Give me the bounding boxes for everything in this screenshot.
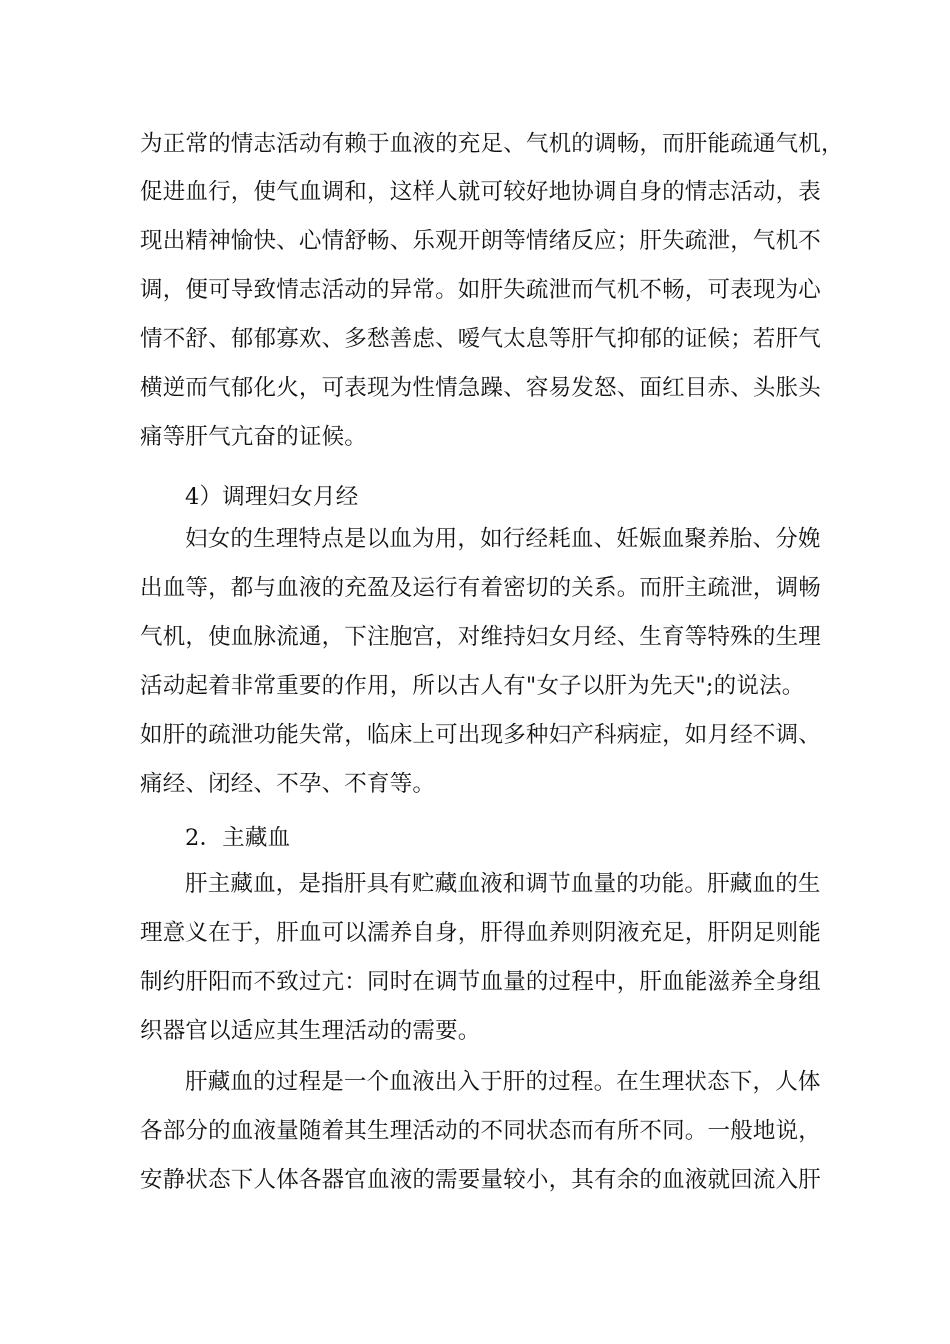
paragraph-2-line-2: 出血等，都与血液的充盈及运行有着密切的关系。而肝主疏泄，调畅 (140, 575, 822, 601)
paragraph-3-line-3: 制约肝阳而不致过亢：同时在调节血量的过程中，肝血能滋养全身组 (140, 969, 822, 995)
paragraph-2-line-6: 痛经、闭经、不孕、不育等。 (140, 771, 436, 797)
paragraph-2-line-4: 活动起着非常重要的作用，所以古人有"女子以肝为先天";的说法。 (140, 673, 805, 699)
paragraph-2-line-3: 气机，使血脉流通，下注胞宫，对维持妇女月经、生育等特殊的生理 (140, 624, 822, 650)
paragraph-3-line-1: 肝主藏血，是指肝具有贮藏血液和调节血量的功能。肝藏血的生 (185, 871, 821, 897)
paragraph-3-line-2: 理意义在于，肝血可以濡养自身，肝得血养则阴液充足，肝阴足则能 (140, 920, 822, 946)
paragraph-3-line-4: 织器官以适应其生理活动的需要。 (140, 1018, 481, 1044)
paragraph-1-line-6: 横逆而气郁化火，可表现为性情急躁、容易发怒、面红目赤、头胀头 (140, 375, 822, 401)
paragraph-1-line-1: 为正常的情志活动有赖于血液的充足、气机的调畅，而肝能疏通气机， (140, 131, 844, 157)
paragraph-4-line-1: 肝藏血的过程是一个血液出入于肝的过程。在生理状态下，人体 (185, 1069, 821, 1095)
section-heading-stores-blood: 2．主藏血 (185, 825, 291, 851)
paragraph-1-line-7: 痛等肝气亢奋的证候。 (140, 424, 368, 450)
paragraph-2-line-1: 妇女的生理特点是以血为用，如行经耗血、妊娠血聚养胎、分娩 (185, 526, 821, 552)
section-heading-regulate-menstruation: 4）调理妇女月经 (185, 484, 359, 510)
paragraph-1-line-3: 现出精神愉快、心情舒畅、乐观开朗等情绪反应；肝失疏泄，气机不 (140, 228, 822, 254)
paragraph-4-line-3: 安静状态下人体各器官血液的需要量较小，其有余的血液就回流入肝 (140, 1167, 822, 1193)
paragraph-1-line-4: 调，便可导致情志活动的异常。如肝失疏泄而气机不畅，可表现为心 (140, 277, 822, 303)
paragraph-4-line-2: 各部分的血液量随着其生理活动的不同状态而有所不同。一般地说， (140, 1118, 822, 1144)
paragraph-1-line-5: 情不舒、郁郁寡欢、多愁善虑、嗳气太息等肝气抑郁的证候；若肝气 (140, 326, 822, 352)
paragraph-2-line-5: 如肝的疏泄功能失常，临床上可出现多种妇产科病症，如月经不调、 (140, 722, 822, 748)
paragraph-1-line-2: 促进血行，使气血调和，这样人就可较好地协调自身的情志活动，表 (140, 179, 822, 205)
